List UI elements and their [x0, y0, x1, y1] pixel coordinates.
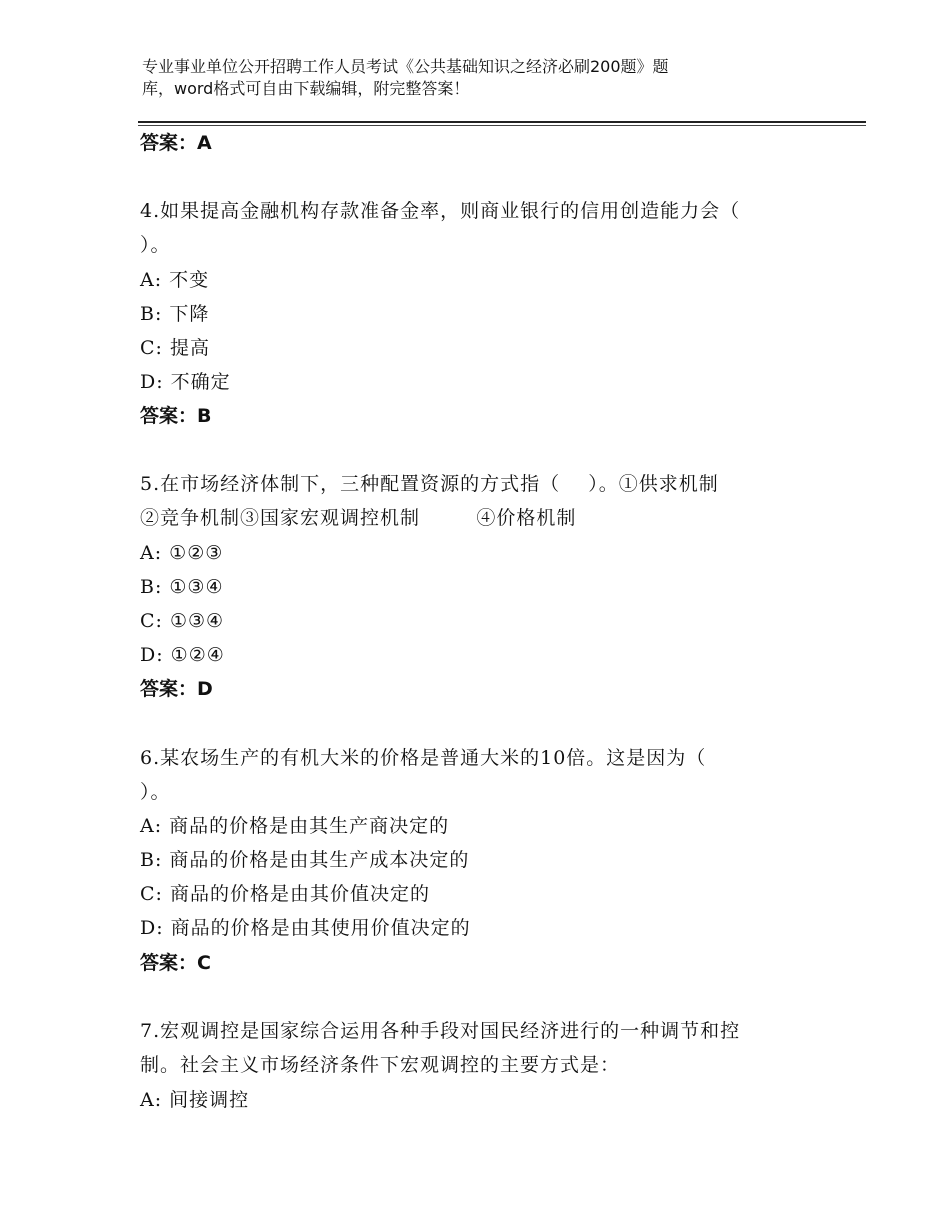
question-4-option-b: B: 下降: [140, 303, 210, 325]
question-line: 5.在市场经济体制下，三种配置资源的方式指（ ）。①供求机制: [140, 473, 719, 495]
header-rule-thick: [138, 121, 866, 123]
question-6-option-c: C: 商品的价格是由其价值决定的: [140, 883, 430, 905]
question-4-option-d: D: 不确定: [140, 371, 231, 393]
header-line-2: 库，word格式可自由下载编辑，附完整答案！: [142, 79, 470, 98]
question-5-option-d: D: ①②④: [140, 644, 225, 666]
question-6-option-d: D: 商品的价格是由其使用价值决定的: [140, 917, 471, 939]
question-7-text: [140, 1014, 800, 1082]
question-5-option-b: B: ①③④: [140, 576, 224, 598]
header-line-1: 专业事业单位公开招聘工作人员考试《公共基础知识之经济必刷200题》题: [142, 57, 669, 76]
answer-previous: 答案：A: [140, 132, 212, 154]
document-header: [142, 56, 782, 100]
question-4-answer: 答案：B: [140, 405, 212, 427]
question-5-option-a: A: ①②③: [140, 542, 224, 564]
question-5-answer: 答案：D: [140, 678, 213, 700]
question-5-text: [140, 467, 800, 535]
question-4-option-a: A: 不变: [140, 269, 210, 291]
question-6-text: [140, 741, 800, 809]
question-5-option-c: C: ①③④: [140, 610, 225, 632]
question-line: 7.宏观调控是国家综合运用各种手段对国民经济进行的一种调节和控: [140, 1020, 741, 1042]
question-line: ②竞争机制③国家宏观调控机制 ④价格机制: [140, 507, 577, 529]
question-7-option-a: A: 间接调控: [140, 1089, 250, 1111]
question-6-option-b: B: 商品的价格是由其生产成本决定的: [140, 849, 470, 871]
question-line: ）。: [140, 781, 171, 803]
question-line: 制。社会主义市场经济条件下宏观调控的主要方式是：: [140, 1054, 621, 1076]
question-line: 6.某农场生产的有机大米的价格是普通大米的10倍。这是因为（: [140, 747, 707, 769]
question-4-option-c: C: 提高: [140, 337, 210, 359]
question-6-option-a: A: 商品的价格是由其生产商决定的: [140, 815, 450, 837]
question-line: 4.如果提高金融机构存款准备金率，则商业银行的信用创造能力会（: [140, 200, 741, 222]
question-4-text: [140, 194, 800, 262]
question-line: ）。: [140, 234, 171, 256]
question-6-answer: 答案：C: [140, 952, 211, 974]
header-rule-thin: [138, 125, 866, 126]
